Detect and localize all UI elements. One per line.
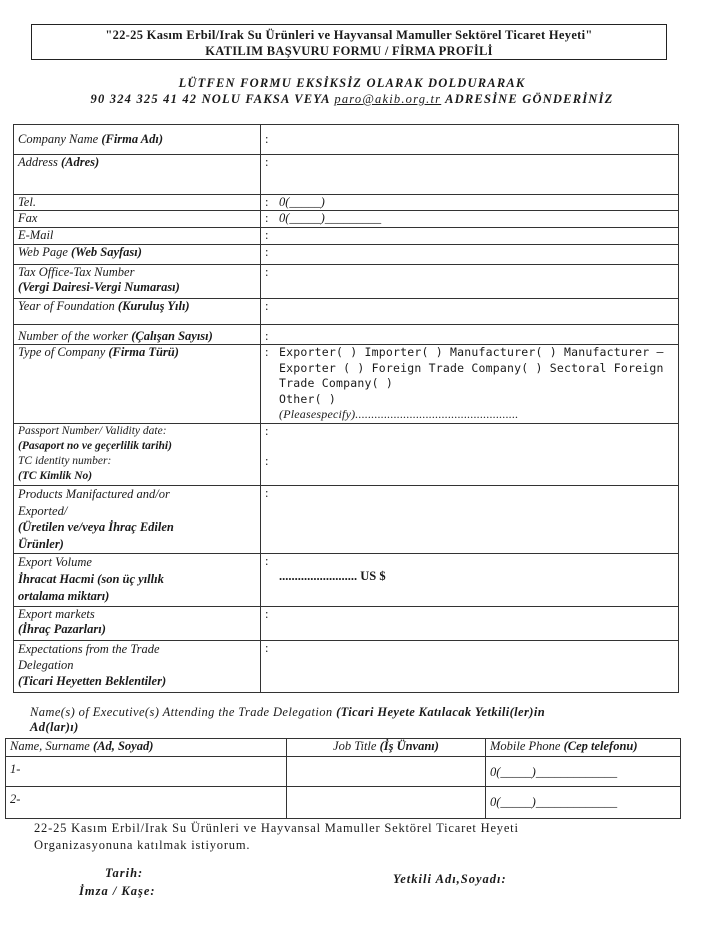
company-type-line-3[interactable]: Trade Company( ) [279, 376, 393, 390]
participation-statement [34, 820, 519, 854]
company-type-specify[interactable]: (Pleasespecify)................................................... [279, 407, 519, 421]
executive-name-cell[interactable]: 1- [6, 757, 287, 787]
executives-table [5, 738, 681, 819]
company-type-other[interactable]: Other( ) [279, 391, 336, 406]
export-volume-field[interactable]: : ......................... US $ [261, 554, 679, 607]
phone-column-header: Mobile Phone (Cep telefonu) [486, 739, 681, 757]
workers-row [14, 325, 679, 345]
authorized-name-label: Yetkili Adı,Soyadı: [393, 872, 507, 886]
email-label: E-Mail [14, 228, 261, 245]
company-type-options[interactable]: : Exporter( ) Importer( ) Manufacturer( ) Manufacturer – Exporter ( ) Foreign Trade Company( ) Sectoral Foreign Trade Company( ) Other( ) (Pleasespecify)................................................... [261, 345, 679, 424]
name-column-header: Name, Surname (Ad, Soyad) [6, 739, 287, 757]
statement-line-1: 22-25 Kasım Erbil/Irak Su Ürünleri ve Hayvansal Mamuller Sektörel Ticaret Heyeti [34, 821, 519, 835]
statement-line-2: Organizasyonuna katılmak istiyorum. [34, 838, 251, 852]
year-row [14, 299, 679, 325]
fax-row [14, 211, 679, 228]
date-label: Tarih: [105, 866, 144, 880]
fax-instruction: 90 324 325 41 42 NOLU FAKSA VEYA [90, 92, 331, 106]
executive-row [6, 757, 681, 787]
tel-row [14, 195, 679, 211]
instruction-line-2 [0, 92, 704, 107]
job-column-header: Job Title (İş Ünvanı) [287, 739, 486, 757]
company-name-label: Company Name (Firma Adı) [14, 125, 261, 155]
company-type-line-1[interactable]: Exporter( ) Importer( ) Manufacturer( ) Manufacturer – [279, 345, 664, 359]
export-volume-label: Export Volume İhracat Hacmi (son üç yıllık ortalama miktarı) [14, 554, 261, 607]
export-markets-label: Export markets (İhraç Pazarları) [14, 607, 261, 641]
tel-label: Tel. [14, 195, 261, 211]
products-row [14, 486, 679, 554]
tax-field[interactable]: : [261, 265, 679, 299]
export-markets-field[interactable]: : [261, 607, 679, 641]
products-field[interactable]: : [261, 486, 679, 554]
executive-job-cell[interactable] [287, 787, 486, 819]
company-name-field[interactable]: : [261, 125, 679, 155]
passport-label: Passport Number/ Validity date: (Pasaport no ve geçerlilik tarihi) TC identity number: (TC Kimlik No) [14, 424, 261, 486]
company-type-label: Type of Company (Firma Türü) [14, 345, 261, 424]
tel-field[interactable]: : 0(_____) [261, 195, 679, 211]
address-field[interactable]: : [261, 155, 679, 195]
web-row [14, 245, 679, 265]
email-field[interactable]: : [261, 228, 679, 245]
export-volume-row [14, 554, 679, 607]
executives-heading: Name(s) of Executive(s) Attending the Trade Delegation (Ticari Heyete Katılacak Yetkili(ler)in Ad(lar)ı) [30, 705, 546, 734]
workers-field[interactable]: : [261, 325, 679, 345]
company-profile-table [13, 124, 679, 693]
send-instruction: ADRESİNE GÖNDERİNİZ [445, 92, 614, 106]
expectations-field[interactable]: : [261, 641, 679, 693]
year-label: Year of Foundation (Kuruluş Yılı) [14, 299, 261, 325]
email-link[interactable]: paro@akib.org.tr [334, 92, 442, 106]
address-label: Address (Adres) [14, 155, 261, 195]
address-row [14, 155, 679, 195]
event-title: "22-25 Kasım Erbil/Irak Su Ürünleri ve Hayvansal Mamuller Sektörel Ticaret Heyeti" [105, 28, 593, 42]
export-volume-value: ......................... US $ [279, 569, 386, 583]
fax-label: Fax [14, 211, 261, 228]
expectations-row [14, 641, 679, 693]
web-field[interactable]: : [261, 245, 679, 265]
export-markets-row [14, 607, 679, 641]
executive-phone-cell[interactable]: 0(_____)_____________ [486, 757, 681, 787]
form-title-box [31, 24, 667, 60]
company-type-line-2[interactable]: Exporter ( ) Foreign Trade Company( ) Sectoral Foreign [279, 360, 664, 375]
executive-row [6, 787, 681, 819]
web-label: Web Page (Web Sayfası) [14, 245, 261, 265]
fax-field[interactable]: : 0(_____)_________ [261, 211, 679, 228]
form-title: KATILIM BAŞVURU FORMU / FİRMA PROFİLİ [205, 44, 493, 58]
products-label: Products Manifactured and/or Exported/ (Üretilen ve/veya İhraç Edilen Ürünler) [14, 486, 261, 554]
passport-row [14, 424, 679, 486]
executive-phone-cell[interactable]: 0(_____)_____________ [486, 787, 681, 819]
year-field[interactable]: : [261, 299, 679, 325]
company-type-row [14, 345, 679, 424]
executive-job-cell[interactable] [287, 757, 486, 787]
company-name-row [14, 125, 679, 155]
email-row [14, 228, 679, 245]
expectations-label: Expectations from the Trade Delegation (Ticari Heyetten Beklentiler) [14, 641, 261, 693]
tax-label: Tax Office-Tax Number (Vergi Dairesi-Vergi Numarası) [14, 265, 261, 299]
executives-header-row [6, 739, 681, 757]
signature-stamp-label: İmza / Kaşe: [79, 884, 156, 898]
passport-field[interactable]: : : [261, 424, 679, 486]
instruction-line-1: LÜTFEN FORMU EKSİKSİZ OLARAK DOLDURARAK [178, 76, 526, 90]
workers-label: Number of the worker (Çalışan Sayısı) [14, 325, 261, 345]
tax-row [14, 265, 679, 299]
executive-name-cell[interactable]: 2- [6, 787, 287, 819]
